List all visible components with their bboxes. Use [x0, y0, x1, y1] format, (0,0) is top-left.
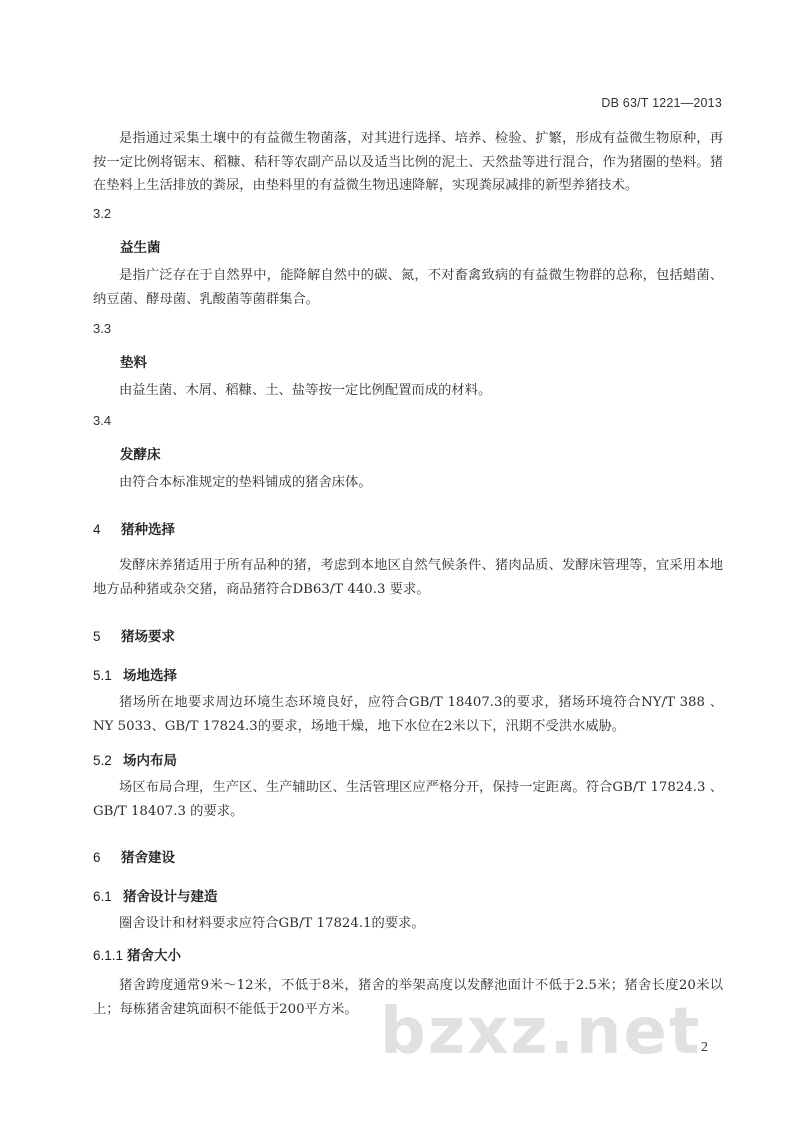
section-text: 猪舍跨度通常9米～12米，不低于8米，猪舍的举架高度以发酵池面计不低于2.5米；猪舍长度20米以上；每栋猪舍建筑面积不能低于200平方米。: [93, 978, 723, 1017]
document-id-header: DB 63/T 1221—2013: [601, 96, 722, 110]
section-heading: [93, 625, 175, 645]
term-name: 益生菌: [120, 240, 161, 256]
section-text: 场区布局合理，生产区、生产辅助区、生活管理区应严格分开，保持一定距离。符合GB/T 17824.3 、GB/T 18407.3 的要求。: [93, 780, 723, 819]
section-text: 猪场所在地要求周边环境生态环境良好，应符合GB/T 18407.3的要求，猪场环境符合NY/T 388 、NY 5033、GB/T 17824.3的要求，场地干燥，地下水位在2米以下，汛期不受洪水威胁。: [93, 695, 723, 734]
section-number: 5.1: [93, 668, 112, 683]
subsection-heading: [93, 664, 177, 684]
section-title: 场内布局: [123, 753, 177, 769]
section-number: 5: [93, 629, 101, 644]
term-number: 3.3: [93, 321, 112, 336]
watermark: bzxz.net: [380, 995, 702, 1069]
section-text: 圈舍设计和材料要求应符合GB/T 17824.1的要求。: [119, 916, 425, 931]
section-heading: [93, 846, 175, 866]
section-title: 猪种选择: [121, 522, 175, 538]
term-name: 垫料: [120, 355, 147, 371]
section-title: 场地选择: [123, 668, 177, 684]
subsection-heading: [93, 944, 181, 964]
section-number: 5.2: [93, 753, 112, 768]
section-title: 猪舍设计与建造: [123, 889, 218, 905]
page-number: 2: [701, 1040, 708, 1055]
section-title: 猪舍大小: [127, 948, 181, 964]
section-number: 6.1: [93, 889, 112, 904]
term-definition: 由益生菌、木屑、稻糠、土、盐等按一定比例配置而成的材料。: [119, 383, 492, 398]
term-name: 发酵床: [120, 447, 161, 463]
section-number: 6: [93, 850, 101, 865]
subsection-heading: [93, 885, 218, 905]
section-heading: [93, 518, 175, 538]
section-title: 猪舍建设: [121, 850, 175, 866]
term-number: 3.2: [93, 206, 112, 221]
section-number: 4: [93, 522, 101, 537]
subsection-heading: [93, 749, 177, 769]
section-number: 6.1.1: [93, 948, 124, 963]
term-definition: 是指广泛存在于自然界中，能降解自然中的碳、氮，不对畜禽致病的有益微生物群的总称，包括蜡菌、纳豆菌、酵母菌、乳酸菌等菌群集合。: [93, 268, 723, 307]
term-definition: 由符合本标准规定的垫料铺成的猪舍床体。: [119, 475, 372, 490]
term-number: 3.4: [93, 413, 112, 428]
section-title: 猪场要求: [121, 629, 175, 645]
term-3-1-definition: 是指通过采集土壤中的有益微生物菌落，对其进行选择、培养、检验、扩繁，形成有益微生物原种，再按一定比例将锯末、稻糠、秸秆等农副产品以及适当比例的泥土、天然盐等进行混合，作为猪圈的垫料。猪在垫料上生活排放的粪尿，由垫料里的有益微生物迅速降解，实现粪尿减排的新型养猪技术。: [93, 131, 723, 193]
section-text: 发酵床养猪适用于所有品种的猪，考虑到本地区自然气候条件、猪肉品质、发酵床管理等，宜采用本地地方品种猪或杂交猪，商品猪符合DB63/T 440.3 要求。: [93, 558, 723, 597]
